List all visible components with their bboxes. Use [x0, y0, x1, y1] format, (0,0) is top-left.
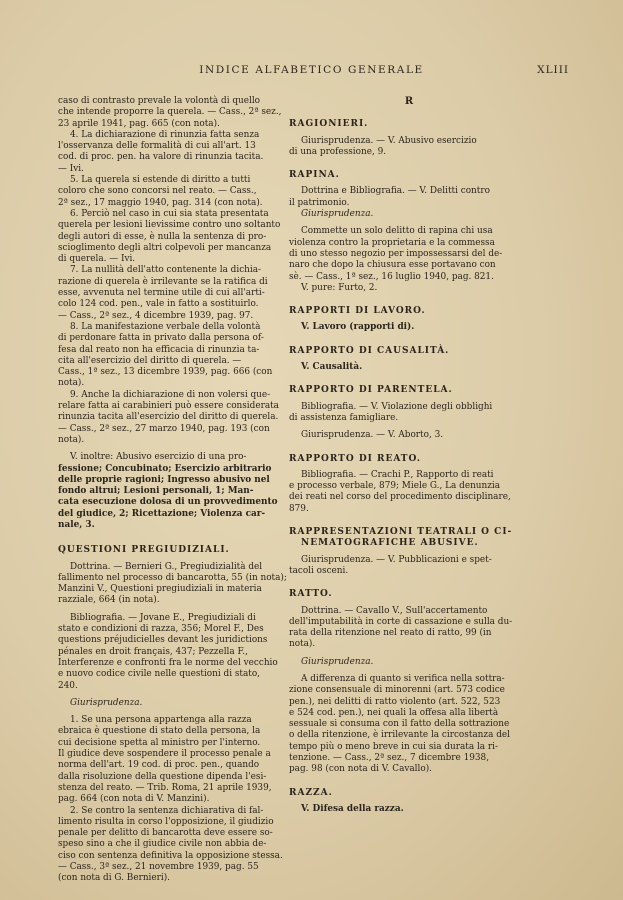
text-line: limento risulta in corso l'opposizione, il giudizio	[58, 816, 274, 827]
text-line: 4. La dichiarazione di rinunzia fatta senza	[70, 129, 260, 140]
running-header	[0, 64, 623, 80]
text-line: fessione; Concubinato; Esercizio arbitrario	[58, 463, 272, 474]
text-line: nota).	[289, 639, 316, 650]
text-line: 879.	[289, 503, 309, 514]
text-line: 9. Anche la dichiarazione di non volersi que-	[70, 389, 271, 400]
text-line: di una professione, 9.	[289, 146, 387, 157]
text-line: di perdonare fatta in privato dalla persona of-	[58, 333, 264, 344]
querela-continuation	[58, 96, 288, 531]
text-line: — Cass., 3ª sez., 21 novembre 1939, pag. 55	[58, 862, 259, 872]
text-line: A differenza di quanto si verifica nella sottra-	[301, 673, 505, 684]
right-column	[289, 96, 529, 815]
text-line: V. inoltre: Abusivo esercizio di una pro-	[70, 452, 247, 463]
heading-teatrali-line-2: NEMATOGRAFICHE ABUSIVE.	[301, 538, 479, 549]
text-line: cod. di proc. pen. ha valore di rinunzia tacita.	[58, 152, 264, 163]
section-letter: R	[404, 96, 414, 107]
text-line: tenzione. — Cass., 2ª sez., 7 dicembre 1938,	[289, 753, 490, 764]
text-line: Manzini V., Questioni pregiudiziali in materia	[58, 584, 262, 595]
text-line: (con nota di G. Bernieri).	[58, 873, 170, 884]
text-line: cita all'esercizio del diritto di querela. —	[58, 355, 242, 366]
heading-rapporti-lavoro: RAPPORTI DI LAVORO.	[289, 306, 426, 317]
text-line: Cass., 1ª sez., 13 dicembre 1939, pag. 666 (con	[58, 367, 273, 378]
text-line: ciso con sentenza definitiva la opposizione stessa.	[58, 850, 283, 861]
page-number: XLIII	[537, 64, 569, 76]
text-line: coloro che sono concorsi nel reato. — Cass.,	[58, 186, 257, 197]
text-line: Dottrina. — Cavallo V., Sull'accertamento	[301, 605, 488, 616]
text-line: rinunzia tacita all'esercizio del diritto di querela.	[58, 412, 279, 423]
text-line: pag. 664 (con nota di V. Manzini).	[58, 794, 210, 805]
text-line: di querela. — Ivi.	[58, 254, 136, 265]
parentela-bibliografia	[289, 402, 529, 425]
text-line: del giudice, 2; Ricettazione; Violenza car-	[58, 508, 266, 519]
text-line: V. Causalità.	[301, 362, 363, 373]
parentela-giurisprudenza	[289, 430, 529, 441]
header-title: INDICE ALFABETICO GENERALE	[199, 64, 424, 76]
text-line: e 524 cod. pen.), nei quali la offesa alla libertà	[289, 707, 499, 718]
heading-teatrali-line-1: RAPPRESENTAZIONI TEATRALI O CI-	[289, 527, 513, 538]
text-line: pénales en droit français, 437; Pezzella F.,	[58, 646, 248, 657]
text-line: dell'imputabilità in corte di cassazione e sulla du-	[289, 616, 513, 627]
ratto-giurisprudenza	[289, 674, 529, 776]
rapina-giurisprudenza	[289, 226, 529, 294]
text-line: — Ivi.	[58, 163, 84, 174]
text-line: fallimento nel processo di bancarotta, 55 (in nota);	[58, 572, 287, 583]
text-line: caso di contrasto prevale la volontà di quello	[58, 96, 261, 106]
text-line: dei reati nel corso del procedimento disciplinare,	[289, 492, 511, 503]
text-line: violenza contro la proprietaria e la commessa	[289, 237, 495, 248]
text-line: e nuovo codice civile nelle questioni di stato,	[58, 669, 261, 680]
text-line: norma dell'art. 19 cod. di proc. pen., quando	[58, 760, 260, 771]
text-line: — Cass., 2ª sez., 27 marzo 1940, pag. 193 (con	[58, 423, 270, 434]
text-line: Bibliografia. — Jovane E., Pregiudiziali di	[70, 612, 256, 623]
text-line: il patrimonio.	[289, 197, 350, 208]
text-line: Giurisprudenza. — V. Pubblicazioni e spet-	[301, 554, 492, 565]
text-line: sessuale si consuma con il fatto della sottrazione	[289, 719, 510, 730]
text-line: che intende proporre la querela. — Cass., 2ª sez.,	[58, 107, 282, 118]
text-line: di assistenza famigliare.	[289, 412, 399, 423]
text-line: questions préjudicielles devant les juridictions	[58, 635, 268, 646]
text-line: cata esecuzione dolosa di un provvedimento	[58, 497, 278, 508]
text-line: V. Difesa della razza.	[301, 803, 404, 814]
text-line: nale, 3.	[58, 519, 95, 530]
questioni-giurisprudenza	[58, 715, 288, 884]
heading-teatrali	[289, 527, 529, 550]
razza-body	[289, 804, 529, 815]
text-line: 23 aprile 1941, pag. 665 (con nota).	[58, 118, 220, 129]
text-line: pen.), nei delitti di ratto violento (art. 522, 523	[289, 696, 501, 707]
ratto-dottrina	[289, 606, 529, 651]
text-line: querela per lesioni lievissime contro uno soltanto	[58, 220, 281, 231]
text-line: zione consensuale di minorenni (art. 573 codice	[289, 685, 505, 696]
text-line: 5. La querela si estende di diritto a tutti	[70, 175, 251, 186]
heading-causalita: RAPPORTO DI CAUSALITÀ.	[289, 345, 450, 356]
text-line: Bibliografia. — V. Violazione degli obblighi	[301, 401, 493, 412]
text-line: — Cass., 2ª sez., 4 dicembre 1939, pag. 97.	[58, 310, 254, 321]
text-line: 1. Se una persona appartenga alla razza	[70, 715, 252, 726]
text-line: 2. Se contro la sentenza dichiarativa di fal-	[70, 805, 264, 816]
text-line: 240.	[58, 680, 78, 691]
text-line: 2ª sez., 17 maggio 1940, pag. 314 (con nota).	[58, 197, 263, 208]
text-line: V. Lavoro (rapporti di).	[301, 322, 415, 333]
text-line: ebraica è questione di stato della persona, la	[58, 726, 261, 737]
text-line: relare fatta ai carabinieri può essere considerata	[58, 401, 279, 412]
text-line: l'osservanza delle formalità di cui all'art. 13	[58, 141, 256, 152]
questioni-bibliografia	[58, 613, 288, 692]
ratto-giurisprudenza-label: Giurisprudenza.	[301, 656, 374, 667]
text-line: 7. La nullità dell'atto contenente la dichia-	[70, 265, 262, 276]
text-line: razziale, 664 (in nota).	[58, 595, 160, 606]
text-line: pag. 98 (con nota di V. Cavallo).	[289, 764, 432, 775]
text-line: delle proprie ragioni; Ingresso abusivo nel	[58, 474, 270, 485]
text-line: degli autori di esse, è nulla la sentenza di pro-	[58, 231, 267, 242]
text-line: fondo altrui; Lesioni personali, 1; Man-	[58, 486, 254, 497]
text-line: Commette un solo delitto di rapina chi usa	[301, 226, 493, 237]
text-line: di uno stesso negozio per impossessarsi del de-	[289, 248, 503, 259]
text-line: Bibliografia. — Crachi P., Rapporto di reati	[301, 469, 494, 480]
text-line: colo 124 cod. pen., vale in fatto a sostituirlo.	[58, 299, 259, 310]
causalita-body	[289, 362, 529, 373]
text-line: razione di querela è irrilevante se la ratifica di	[58, 276, 268, 287]
text-line: penale per delitto di bancarotta deve essere so-	[58, 828, 273, 839]
heading-razza: RAZZA.	[289, 787, 333, 798]
text-line: scioglimento degli altri colpevoli per mancanza	[58, 242, 272, 253]
text-line: speso sino a che il giudice civile non abbia de-	[58, 839, 267, 850]
lavoro-body	[289, 322, 529, 333]
text-line: fesa dal reato non ha efficacia di rinunzia ta-	[58, 344, 260, 355]
rapina-dottrina	[289, 186, 529, 209]
text-line: stato e condizioni di razza, 356; Morel F., Des	[58, 624, 264, 635]
teatrali-body	[289, 555, 529, 578]
reato-body	[289, 470, 529, 515]
ragionieri-body	[289, 136, 529, 159]
text-line: cui decisione spetta al ministro per l'interno.	[58, 737, 261, 748]
text-line: V. pure: Furto, 2.	[301, 282, 378, 293]
text-line: Giurisprudenza. — V. Aborto, 3.	[301, 430, 444, 441]
heading-rapina: RAPINA.	[289, 170, 340, 181]
text-line: rata della ritenzione nel reato di ratto, 99 (in	[289, 628, 492, 639]
questioni-dottrina	[58, 562, 288, 607]
text-line: Interferenze e confronti fra le norme del vecchio	[58, 657, 278, 668]
text-line: stenza del reato. — Trib. Roma, 21 aprile 1939,	[58, 782, 272, 793]
text-line: naro che dopo la chiusura esse portavano con	[289, 260, 496, 271]
text-line: nota).	[58, 378, 85, 389]
text-line: e processo verbale, 879; Miele G., La denunzia	[289, 481, 501, 492]
heading-ragionieri: RAGIONIERI.	[289, 119, 369, 130]
questioni-giurisprudenza-label: Giurisprudenza.	[70, 697, 143, 708]
text-line: Il giudice deve sospendere il processo penale a	[58, 749, 271, 760]
text-line: tempo più o meno breve in cui sia durata la ri-	[289, 741, 498, 752]
section-heading-questioni: QUESTIONI PREGIUDIZIALI.	[58, 545, 230, 556]
text-line: tacoli osceni.	[289, 565, 349, 576]
left-column	[58, 96, 288, 885]
text-line: o della ritenzione, è irrilevante la circostanza del	[289, 730, 510, 741]
heading-ratto: RATTO.	[289, 589, 333, 600]
text-line: dalla risoluzione della questione dipenda l'esi-	[58, 771, 267, 782]
text-line: 6. Perciò nel caso in cui sia stata presentata	[70, 208, 269, 219]
heading-rapporto-reato: RAPPORTO DI REATO.	[289, 453, 421, 464]
text-line: Dottrina e Bibliografia. — V. Delitti contro	[301, 186, 490, 197]
text-line: 8. La manifestazione verbale della volontà	[70, 321, 261, 332]
rapina-giurisprudenza-label: Giurisprudenza.	[301, 209, 374, 220]
text-line: sè. — Cass., 1ª sez., 16 luglio 1940, pag. 821.	[289, 271, 494, 282]
text-line: nota).	[58, 434, 85, 445]
text-line: Giurisprudenza. — V. Abusivo esercizio	[301, 135, 477, 146]
text-line: esse, avvenuta nel termine utile di cui all'arti-	[58, 288, 265, 299]
text-line: Dottrina. — Bernieri G., Pregiudizialità del	[70, 561, 263, 572]
heading-parentela: RAPPORTO DI PARENTELA.	[289, 385, 453, 396]
